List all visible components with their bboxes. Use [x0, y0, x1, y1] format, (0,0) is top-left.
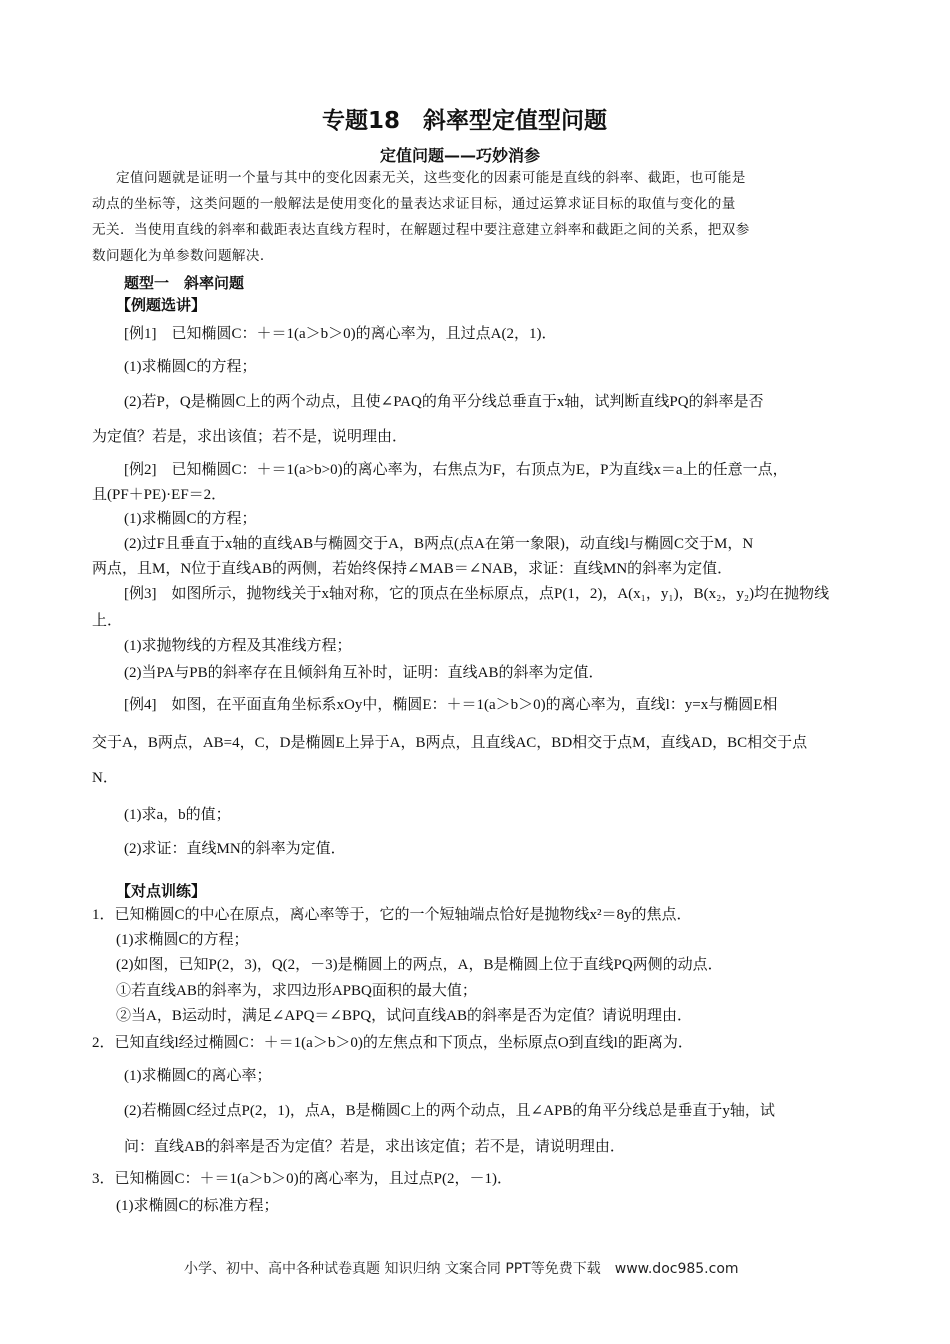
section-heading: 题型一 斜率问题 [124, 274, 245, 292]
problem-line: 3．已知椭圆C：＋＝1(a＞b＞0)的离心率为，且过点P(2，－1)． [92, 1171, 512, 1187]
problem-line: (2)若椭圆C经过点P(2，1)，点A，B是椭圆C上的两个动点，且∠APB的角平分线总是垂直于y轴，试 [124, 1103, 775, 1119]
example-line: 交于A，B两点，AB=4，C，D是椭圆E上异于A，B两点，且直线AC，BD相交于点M，直线AD，BC相交于点 [92, 735, 808, 751]
training-label: 【对点训练】 [116, 882, 207, 900]
problem-line: (1)求椭圆C的离心率； [124, 1068, 272, 1084]
page-subtitle: 定值问题——巧妙消参 [380, 146, 541, 165]
example-line: 且(PF＋PE)·EF＝2． [92, 487, 227, 503]
example-line: (2)过F且垂直于x轴的直线AB与椭圆交于A，B两点(点A在第一象限)，动直线l与椭圆C交于M，N [124, 536, 754, 552]
problem-line: (1)求椭圆C的方程； [116, 932, 249, 948]
example-line: [例3] 如图所示，抛物线关于x轴对称，它的顶点在坐标原点，点P(1，2)，A(x₁，y₁)，B(x₂，y₂)均在抛物线 [124, 586, 830, 602]
example-line: (2)当PA与PB的斜率存在且倾斜角互补时，证明：直线AB的斜率为定值． [124, 665, 604, 681]
example-line: [例4] 如图，在平面直角坐标系xOy中，椭圆E：＋＝1(a＞b＞0)的离心率为，直线l：y=x与椭圆E相 [124, 697, 778, 713]
problem-line: ②当A，B运动时，满足∠APQ＝∠BPQ，试问直线AB的斜率是否为定值？请说明理由． [116, 1008, 693, 1024]
example-line: (1)求椭圆C的方程； [124, 511, 257, 527]
example-line: 为定值？若是，求出该值；若不是，说明理由． [92, 429, 408, 445]
page-title: 专题18 斜率型定值型问题 [322, 108, 608, 134]
intro-line: 动点的坐标等，这类问题的一般解法是使用变化的量表达求证目标，通过运算求证目标的取值与变化的量 [92, 196, 736, 212]
problem-line: (2)如图，已知P(2，3)，Q(2，－3)是椭圆上的两点，A，B是椭圆上位于直线PQ两侧的动点． [116, 957, 723, 973]
example-line: [例2] 已知椭圆C：＋＝1(a>b>0)的离心率为，右焦点为F，右顶点为E，P为直线x＝a上的任意一点， [124, 462, 788, 478]
example-line: N． [92, 770, 118, 786]
intro-line: 无关．当使用直线的斜率和截距表达直线方程时，在解题过程中要注意建立斜率和截距之间的关系，把双参 [92, 222, 750, 238]
intro-line: 数问题化为单参数问题解决． [92, 248, 274, 264]
example-line: (1)求a，b的值； [124, 807, 231, 823]
problem-line: ①若直线AB的斜率为，求四边形APBQ面积的最大值； [116, 983, 477, 999]
intro-line: 定值问题就是证明一个量与其中的变化因素无关，这些变化的因素可能是直线的斜率、截距，也可能是 [116, 170, 746, 186]
problem-line: 2．已知直线l经过椭圆C：＋＝1(a＞b＞0)的左焦点和下顶点，坐标原点O到直线l的距离为． [92, 1035, 693, 1051]
example-line: (1)求抛物线的方程及其准线方程； [124, 638, 352, 654]
page-footer: 小学、初中、高中各种试卷真题 知识归纳 文案合同 PPT等免费下载 www.doc985.com [184, 1261, 739, 1277]
problem-line: 问：直线AB的斜率是否为定值？若是，求出该定值；若不是，请说明理由． [124, 1139, 625, 1155]
examples-label: 【例题选讲】 [116, 296, 207, 314]
example-line: 两点，且M，N位于直线AB的两侧，若始终保持∠MAB＝∠NAB，求证：直线MN的斜率为定值． [92, 561, 733, 577]
example-line: (2)若P，Q是椭圆C上的两个动点，且使∠PAQ的角平分线总垂直于x轴，试判断直线PQ的斜率是否 [124, 394, 764, 410]
example-line: [例1] 已知椭圆C：＋＝1(a＞b＞0)的离心率为，且过点A(2，1)． [124, 326, 557, 342]
example-line: (2)求证：直线MN的斜率为定值． [124, 841, 346, 857]
problem-line: (1)求椭圆C的标准方程； [116, 1198, 279, 1214]
problem-line: 1．已知椭圆C的中心在原点，离心率等于，它的一个短轴端点恰好是抛物线x²＝8y的焦点． [92, 907, 692, 923]
example-line: 上． [92, 613, 123, 629]
example-line: (1)求椭圆C的方程； [124, 359, 257, 375]
